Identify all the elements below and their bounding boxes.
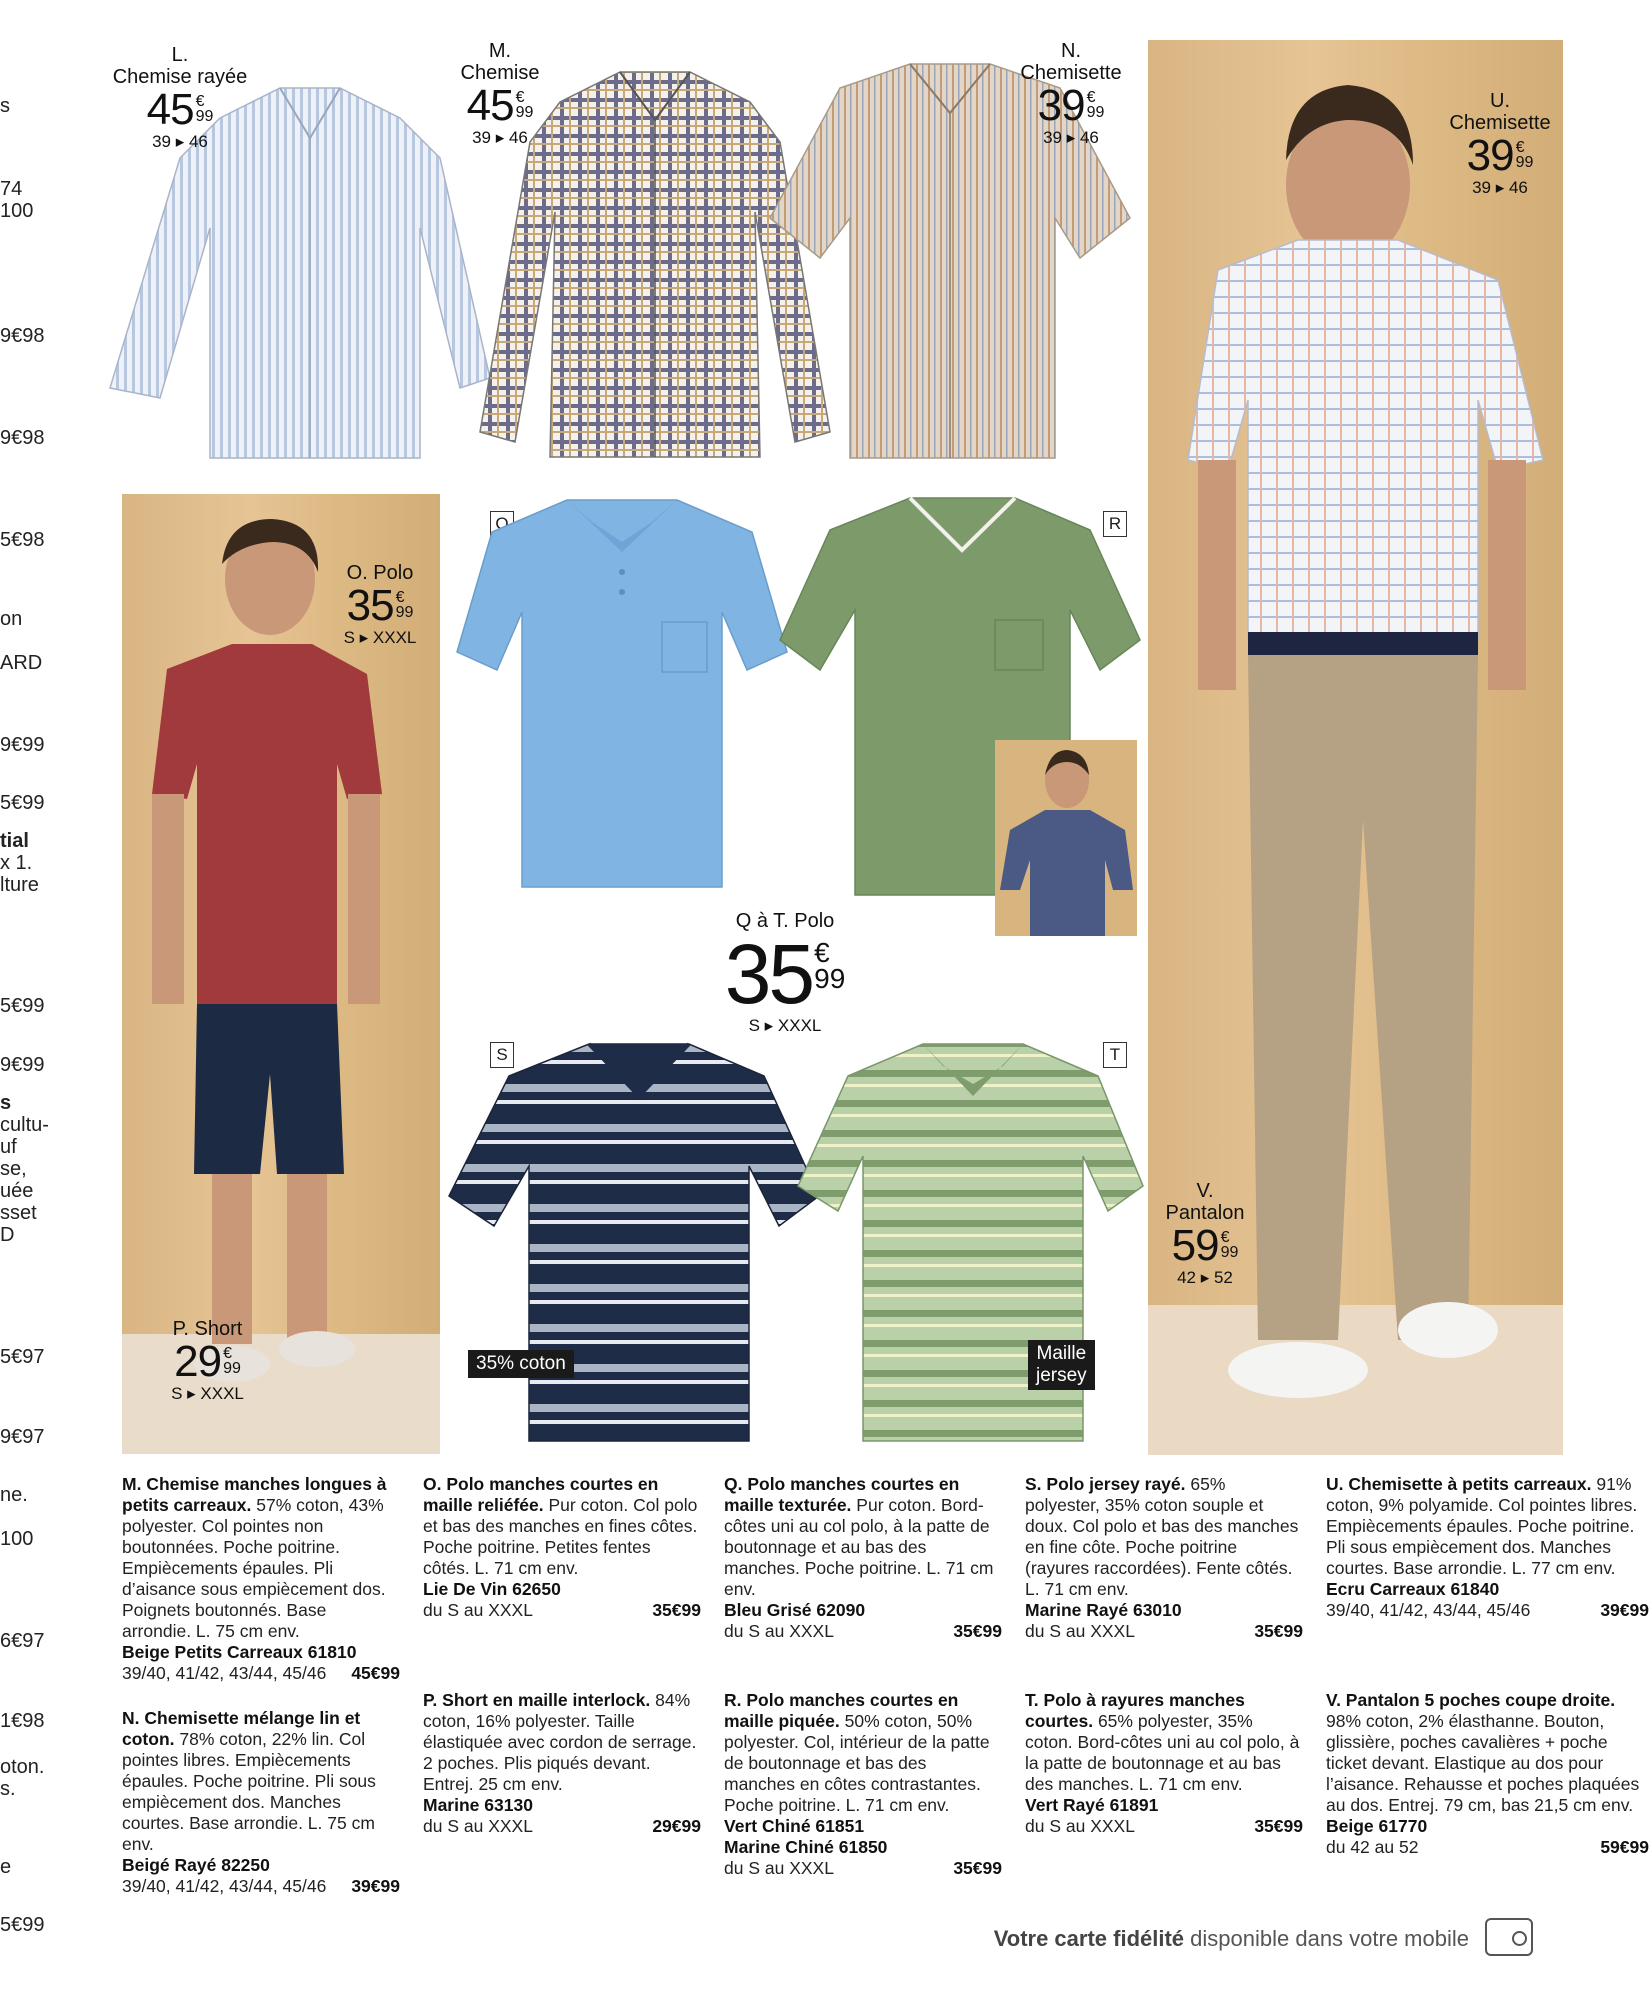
letter-Q: Q [490,511,514,537]
edge-text: 5€99 [0,1914,45,1936]
tag-label: O. Polo [346,562,414,584]
edge-text: tial [0,830,29,852]
loyalty-card-footer [994,1926,1469,1952]
edge-text: s [0,1092,12,1114]
desc-title: R. Polo manches courtes en maille piquée. [724,1690,959,1731]
price-tag-U [1435,90,1565,198]
tag-product: Pantalon [1165,1202,1245,1224]
desc-title: V. Pantalon 5 poches coupe droite. [1326,1690,1616,1710]
desc-T [1025,1690,1303,1837]
badge-line: jersey [1036,1365,1087,1386]
desc-Q [724,1474,1002,1642]
tag-size: 39 ▸ 46 [152,132,208,151]
desc-body: 84% coton, 16% polyester. Taille élastiquée avec cordon de serrage. 2 poches. Plis piqués devant. Entrej. 25 cm env. [423,1690,697,1794]
tag-product: Chemisette [1020,62,1122,84]
desc-title: S. Polo jersey rayé. [1025,1474,1191,1494]
edge-text: 5€99 [0,995,45,1017]
desc-price: 59€99 [1600,1837,1649,1857]
desc-title: M. Chemise manches longues à petits carreaux. [122,1474,387,1515]
edge-text: 9€99 [0,734,45,756]
desc-ref: Beigé Rayé 82250 [122,1855,270,1875]
desc-sizes: 39/40, 41/42, 43/44, 45/46 [1326,1600,1531,1620]
desc-sizes: du S au XXXL [724,1621,834,1641]
edge-text: ne. [0,1484,28,1506]
price-tag-M [440,40,560,148]
desc-size-row [1025,1816,1303,1837]
wallet-icon [1485,1918,1533,1956]
desc-price: 29€99 [652,1816,701,1836]
price-tag-O [330,562,430,648]
desc-body: 98% coton, 2% élasthanne. Bouton, glissière, poches cavalières + poche ticket devant. Elastique au dos pour l’aisance. Rehausse et poches plaquées au dos. Entrej. 79 cm, bas 21,5 cm env. [1326,1711,1640,1815]
desc-sizes: 39/40, 41/42, 43/44, 45/46 [122,1876,327,1896]
price-tag-N [1006,40,1136,148]
tag-product: Chemisette [1449,112,1551,134]
price-euros: 45 [146,85,194,134]
edge-text: 74 [0,178,23,200]
desc-body: 65% polyester, 35% coton. Bord-côtes uni au col polo, à la patte de boutonnage et au bas des manches. L. 71 cm env. [1025,1711,1300,1794]
price-tag-P [155,1318,260,1404]
edge-text: on [0,608,23,630]
desc-price: 35€99 [953,1621,1002,1641]
euro-sign: € [195,93,205,110]
edge-text: 9€99 [0,1054,45,1076]
price-euros: 39 [1037,81,1085,130]
euro-sign: € [1515,139,1525,156]
edge-text: 5€97 [0,1346,45,1368]
price-tag-V [1150,1180,1260,1288]
desc-sizes: du 42 au 52 [1326,1837,1419,1857]
euro-sign: € [223,1345,232,1362]
desc-size-row [1326,1837,1649,1858]
desc-price: 35€99 [1254,1621,1303,1641]
polo-Q-image [452,492,792,892]
tag-label: L. [171,44,189,66]
price-euros: 59 [1171,1221,1219,1270]
edge-text: 9€97 [0,1426,45,1448]
desc-size-row [724,1621,1002,1642]
edge-text: 1€98 [0,1710,45,1732]
desc-ref: Beige 61770 [1326,1816,1428,1836]
desc-title: Q. Polo manches courtes en maille texturée. [724,1474,960,1515]
tag-size: S ▸ XXXL [171,1384,244,1403]
desc-sizes: du S au XXXL [1025,1621,1135,1641]
edge-text: s [0,95,10,117]
euro-sign: € [515,89,525,106]
tag-label: N. [1061,40,1081,62]
desc-size-row [724,1858,1002,1879]
tag-price [724,927,846,1021]
letter-R: R [1103,511,1127,537]
desc-body: 57% coton, 43% polyester. Col pointes non boutonnées. Poche poitrine. Empiècements épaules. Pli d’aisance sous empiècement dos. Poignets boutonnés. Base arrondie. L. 75 cm env. [122,1495,386,1641]
desc-size-row [122,1663,400,1684]
edge-text: sset [0,1202,37,1224]
desc-body: Pur coton. Bord-côtes uni au col polo, à la patte de boutonnage et au bas des manches. Poche poitrine. L. 71 cm env. [724,1495,994,1599]
desc-body: 78% coton, 22% lin. Col pointes libres. Empiècements épaules. Poche poitrine. Pli sous empiècement dos. Manches courtes. Base arrondie. L. 75 cm env. [122,1729,376,1854]
euro-sign: € [1220,1229,1230,1246]
desc-size-row [122,1876,400,1897]
tag-price [466,81,534,130]
footer-bold: Votre carte fidélité [993,1926,1185,1951]
desc-body: 50% coton, 50% polyester. Col, intérieur de la patte de boutonnage et bas des manches en côtes contrastantes. Poche poitrine. L. 71 cm env. [724,1711,990,1815]
tag-size: 39 ▸ 46 [472,128,528,147]
tag-label: U. [1490,90,1510,112]
edge-text: 100 [0,200,34,222]
price-cents: 99 [515,104,534,121]
tag-price [346,581,414,630]
edge-text: D [0,1224,15,1246]
desc-sizes: du S au XXXL [1025,1816,1135,1836]
tag-label: Q à T. Polo [735,910,835,932]
badge-line: Maille [1036,1343,1087,1364]
edge-text: lture [0,874,39,896]
desc-sizes: du S au XXXL [423,1816,533,1836]
edge-text: 100 [0,1528,34,1550]
desc-S [1025,1474,1303,1642]
price-cents: 99 [1086,104,1105,121]
edge-text: 9€98 [0,325,45,347]
edge-text: ARD [0,652,43,674]
desc-size-row [423,1600,701,1621]
desc-ref: Lie De Vin 62650 [423,1579,561,1599]
desc-N [122,1708,400,1897]
desc-ref: Marine Rayé 63010 [1025,1600,1182,1620]
edge-text: cultu- [0,1114,49,1136]
desc-title: P. Short en maille interlock. [423,1690,656,1710]
price-tag-QT [700,910,870,1036]
euro-sign: € [1086,89,1096,106]
cotton-badge: 35% coton [468,1350,574,1378]
desc-ref: Beige Petits Carreaux 61810 [122,1642,357,1662]
edge-text: oton. [0,1756,45,1778]
price-cents: 99 [1515,154,1534,171]
edge-text: 6€97 [0,1630,45,1652]
letter-T: T [1103,1042,1127,1068]
desc-O [423,1474,701,1621]
desc-title: U. Chemisette à petits carreaux. [1326,1474,1597,1494]
price-euros: 39 [1466,131,1514,180]
desc-price: 35€99 [953,1858,1002,1878]
price-cents: 99 [395,604,414,621]
letter-S: S [490,1042,514,1068]
price-cents: 99 [814,963,846,994]
footer-text: disponible dans votre mobile [1184,1926,1469,1951]
desc-title: N. Chemisette mélange lin et coton. [122,1708,361,1749]
tag-label: V. [1196,1180,1214,1202]
tag-label: P. Short [172,1318,243,1340]
price-cents: 99 [223,1360,241,1377]
price-tag-L [110,44,250,152]
desc-ref: Marine Chiné 61850 [724,1837,888,1857]
desc-V [1326,1690,1649,1858]
tag-price [1171,1221,1239,1270]
desc-ref: Vert Rayé 61891 [1025,1795,1159,1815]
edge-text: 9€98 [0,427,45,449]
desc-body: 91% coton, 9% polyamide. Col pointes libres. Empiècements épaules. Poche poitrine. Pli sous empiècement dos. Manches courtes. Base arrondie. L. 77 cm env. [1326,1474,1638,1578]
euro-sign: € [395,589,405,606]
desc-P [423,1690,701,1837]
price-euros: 29 [174,1337,222,1386]
maille-jersey-badge [1028,1340,1095,1390]
desc-ref: Vert Chiné 61851 [724,1816,865,1836]
desc-price: 45€99 [351,1663,400,1683]
desc-sizes: du S au XXXL [724,1858,834,1878]
tag-price [174,1337,241,1386]
desc-title: O. Polo manches courtes en maille reliéfée. [423,1474,659,1515]
tag-price [1466,131,1534,180]
price-cents: 99 [195,108,214,125]
desc-sizes: du S au XXXL [423,1600,533,1620]
tag-price [1037,81,1105,130]
desc-title: T. Polo à rayures manches courtes. [1025,1690,1245,1731]
tag-size: S ▸ XXXL [343,628,417,647]
desc-size-row [1326,1600,1649,1621]
desc-price: 39€99 [1600,1600,1649,1620]
edge-text: s. [0,1778,16,1800]
inset-model-photo [995,740,1137,936]
euro-sign: € [814,937,830,968]
desc-R [724,1690,1002,1879]
desc-ref: Bleu Grisé 62090 [724,1600,866,1620]
tag-size: 39 ▸ 46 [1472,178,1528,197]
price-cents: 99 [1220,1244,1239,1261]
desc-size-row [1025,1621,1303,1642]
desc-ref: Ecru Carreaux 61840 [1326,1579,1500,1599]
tag-product: Chemise [460,62,540,84]
tag-product: Chemise rayée [112,66,248,88]
edge-text: 5€99 [0,792,45,814]
tag-label: M. [488,40,512,62]
desc-price: 35€99 [652,1600,701,1620]
edge-text: 5€98 [0,529,45,551]
edge-text: se, [0,1158,27,1180]
desc-sizes: 39/40, 41/42, 43/44, 45/46 [122,1663,327,1683]
tag-price [146,85,214,134]
tag-size: S ▸ XXXL [748,1016,822,1035]
edge-text: uée [0,1180,34,1202]
tag-size: 39 ▸ 46 [1043,128,1099,147]
price-euros: 45 [466,81,514,130]
polo-S-image [444,1036,824,1446]
desc-U [1326,1474,1649,1621]
edge-text: e [0,1856,12,1878]
price-euros: 35 [724,927,813,1021]
desc-size-row [423,1816,701,1837]
price-euros: 35 [346,581,394,630]
tag-size: 42 ▸ 52 [1177,1268,1233,1287]
edge-text: x 1. [0,852,33,874]
desc-body: Pur coton. Col polo et bas des manches en fines côtes. Poche poitrine. Petites fentes côtés. L. 71 cm env. [423,1495,698,1578]
desc-price: 35€99 [1254,1816,1303,1836]
edge-text: uf [0,1136,17,1158]
desc-price: 39€99 [351,1876,400,1896]
desc-ref: Marine 63130 [423,1795,533,1815]
desc-M [122,1474,400,1684]
inset-figure [995,740,1137,936]
desc-body: 65% polyester, 35% coton souple et doux. Col polo et bas des manches en fine côte. Poche poitrine (rayures raccordées). Fente côtés. L. 71 cm env. [1025,1474,1299,1599]
